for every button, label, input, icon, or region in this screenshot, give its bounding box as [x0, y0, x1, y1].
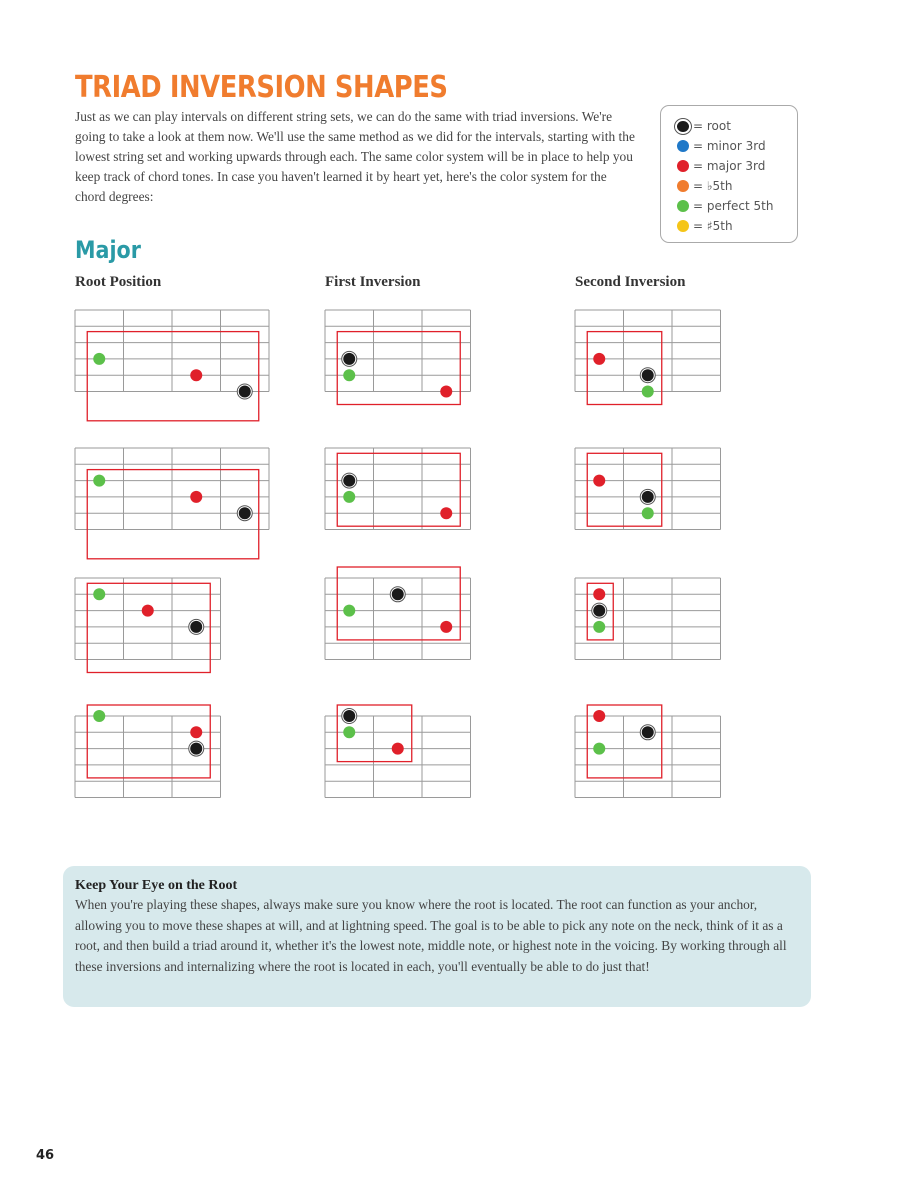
p5-note-dot [93, 475, 105, 487]
root-note-dot [190, 621, 202, 633]
major3-note-dot [190, 369, 202, 381]
p5-note-dot [343, 726, 355, 738]
page-number: 46 [36, 1148, 55, 1163]
p5-note-dot [93, 353, 105, 365]
legend-label: = ♯5th [693, 219, 733, 233]
intro-paragraph: Just as we can play intervals on different string sets, we can do the same with triad inversions. We're going to take a look at them now. We'll use the same method as we did for the intervals, starting with the lowest string set and working upwards through each. The same color system will be in place to help you keep track of chord tones. In case you haven't learned it by heart yet, here's the color system for the chord degrees: [75, 109, 635, 204]
p5-note-dot [343, 491, 355, 503]
root-note-dot [642, 491, 654, 503]
root-note-dot [642, 726, 654, 738]
column-heading-first-inversion: First Inversion [325, 274, 421, 290]
root-note-dot [343, 353, 355, 365]
major3-note-dot [142, 605, 154, 617]
p5-note-dot [343, 369, 355, 381]
root-note-dot [343, 710, 355, 722]
legend-label: = minor 3rd [693, 139, 766, 153]
p5-note-dot [642, 386, 654, 398]
tip-title: Keep Your Eye on the Root [75, 878, 238, 893]
major3-note-dot [440, 621, 452, 633]
major3-note-dot [190, 491, 202, 503]
tip-box [63, 866, 811, 1007]
section-title: Major [75, 236, 141, 264]
p5-note-dot [93, 588, 105, 600]
major3-note-dot [593, 475, 605, 487]
major3-note-dot [593, 710, 605, 722]
root-note-dot [239, 507, 251, 519]
major3-note-dot [392, 743, 404, 755]
root-note-dot [239, 386, 251, 398]
p5-note-dot [593, 621, 605, 633]
root-note-dot [392, 588, 404, 600]
root-note-dot [593, 605, 605, 617]
p5-note-dot [93, 710, 105, 722]
major3-note-dot [440, 507, 452, 519]
p5-note-dot [642, 507, 654, 519]
major3-note-dot [440, 386, 452, 398]
legend-label: = root [693, 119, 731, 133]
legend-label: = perfect 5th [693, 199, 774, 213]
root-note-dot [343, 475, 355, 487]
p5-note-dot [343, 605, 355, 617]
major3-note-dot [190, 726, 202, 738]
tip-body: When you're playing these shapes, always make sure you know where the root is located. The root can function as your anchor, allowing you to move these shapes at will, and at lightning speed. The goal is to be able to pick any note on the neck, think of it as a root, and then build a triad around it, whether it's the lowest note, middle note, or highest note in the voicing. By working through all these inversions and internalizing where the root is located in each, you'll eventually be able to do just that! [75, 897, 787, 974]
triad-box [87, 332, 259, 421]
p5-note-dot [593, 743, 605, 755]
page-title: TRIAD INVERSION SHAPES [75, 70, 448, 105]
column-heading-root-position: Root Position [75, 274, 162, 290]
legend-label: = ♭5th [693, 179, 733, 193]
major3-note-dot [593, 588, 605, 600]
major3-note-dot [593, 353, 605, 365]
column-heading-second-inversion: Second Inversion [575, 274, 686, 290]
root-note-dot [190, 743, 202, 755]
root-note-dot [642, 369, 654, 381]
triad-box [87, 470, 259, 559]
legend-label: = major 3rd [693, 159, 766, 173]
